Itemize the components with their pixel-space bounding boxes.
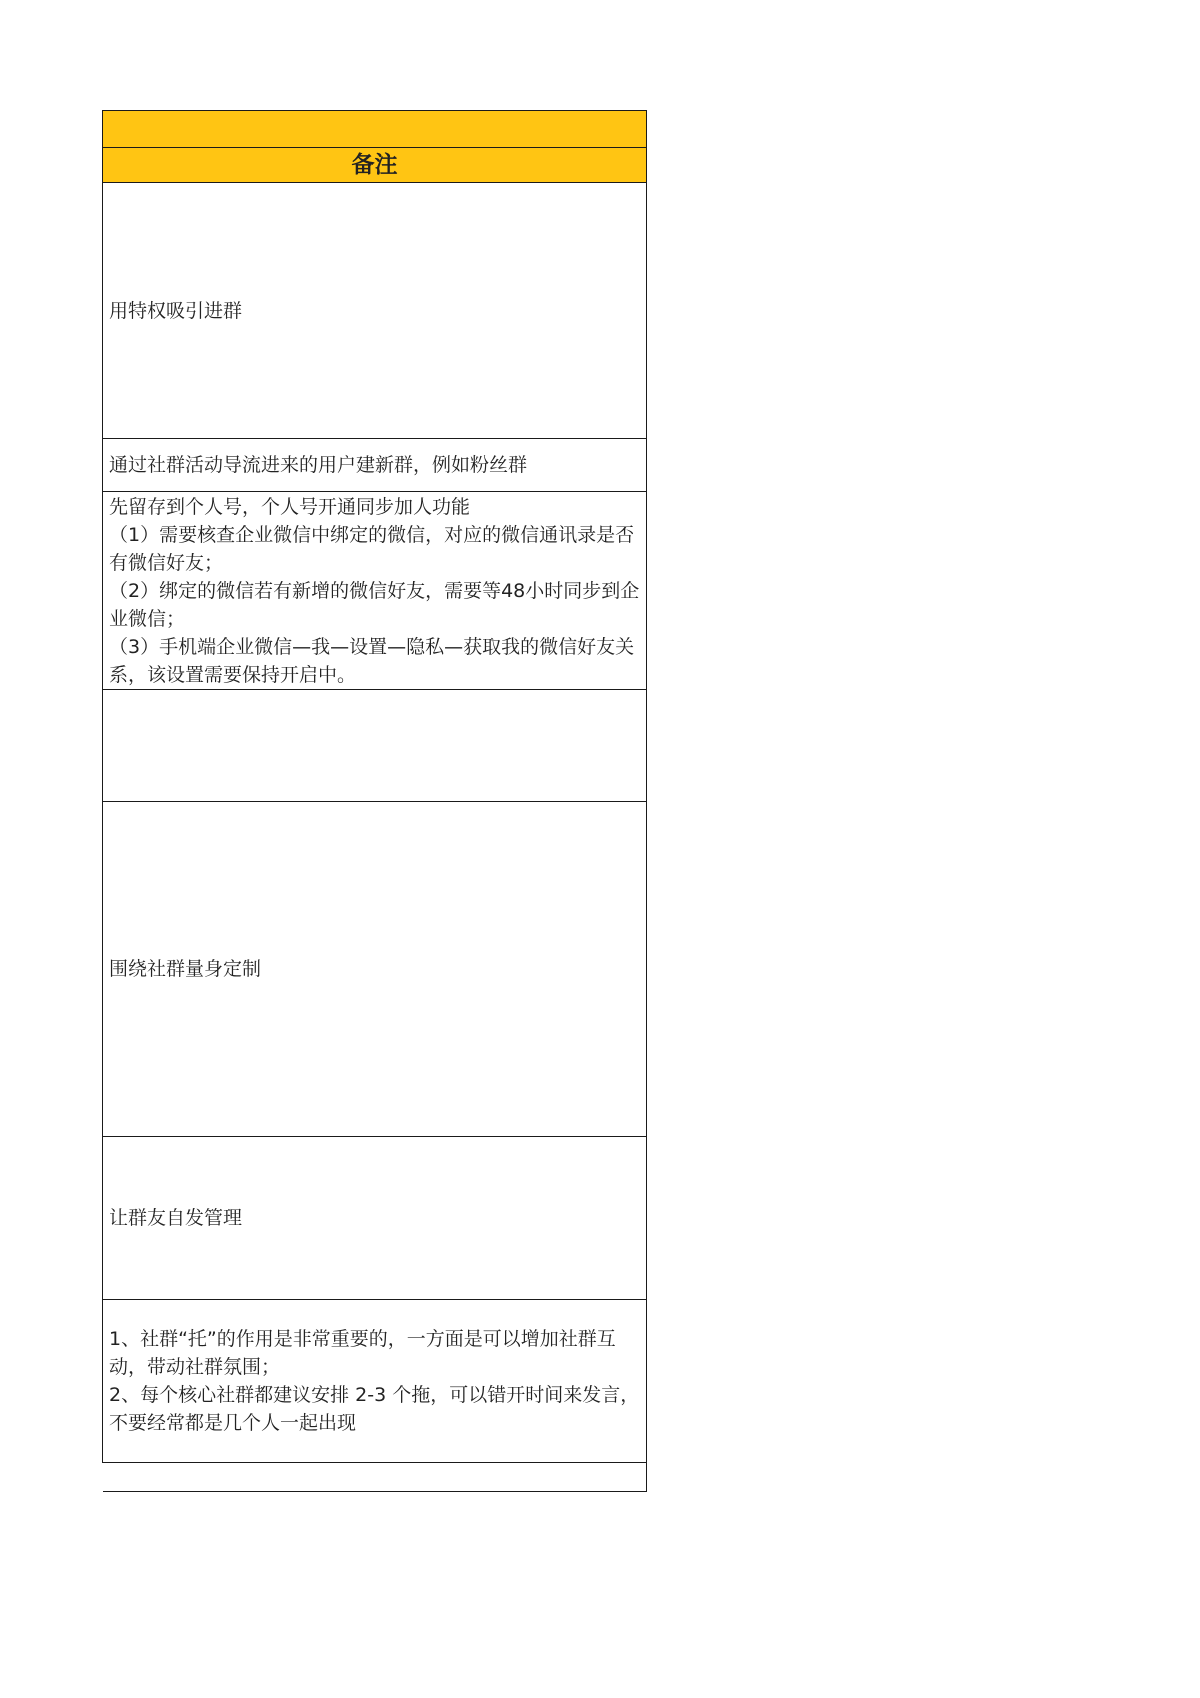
- notes-cell[interactable]: [103, 1463, 647, 1492]
- notes-cell[interactable]: 用特权吸引进群: [103, 183, 647, 439]
- table-row: [103, 492, 647, 690]
- table-row: [103, 1300, 647, 1463]
- notes-table: [102, 110, 647, 1492]
- notes-header-cell[interactable]: 备注: [103, 148, 647, 183]
- header-row: [103, 148, 647, 183]
- table-row: [103, 690, 647, 802]
- notes-cell[interactable]: 让群友自发管理: [103, 1137, 647, 1300]
- notes-cell[interactable]: 围绕社群量身定制: [103, 802, 647, 1137]
- header-band-row: [103, 111, 647, 148]
- table-row: [103, 439, 647, 492]
- notes-cell[interactable]: 通过社群活动导流进来的用户建新群，例如粉丝群: [103, 439, 647, 492]
- notes-cell[interactable]: 先留存到个人号，个人号开通同步加人功能 （1）需要核查企业微信中绑定的微信，对应的微信通讯录是否有微信好友； （2）绑定的微信若有新增的微信好友，需要等48小时同步到企业微信； （3）手机端企业微信—我—设置—隐私—获取我的微信好友关系，该设置需要保持开启中。: [103, 492, 647, 690]
- table-row: [103, 802, 647, 1137]
- notes-cell[interactable]: 1、社群“托”的作用是非常重要的，一方面是可以增加社群互动，带动社群氛围； 2、每个核心社群都建议安排 2-3 个拖，可以错开时间来发言，不要经常都是几个人一起出现: [103, 1300, 647, 1463]
- table-row: [103, 1137, 647, 1300]
- table-row: [103, 183, 647, 439]
- notes-cell[interactable]: [103, 690, 647, 802]
- header-band-cell[interactable]: [103, 111, 647, 148]
- table-row: [103, 1463, 647, 1492]
